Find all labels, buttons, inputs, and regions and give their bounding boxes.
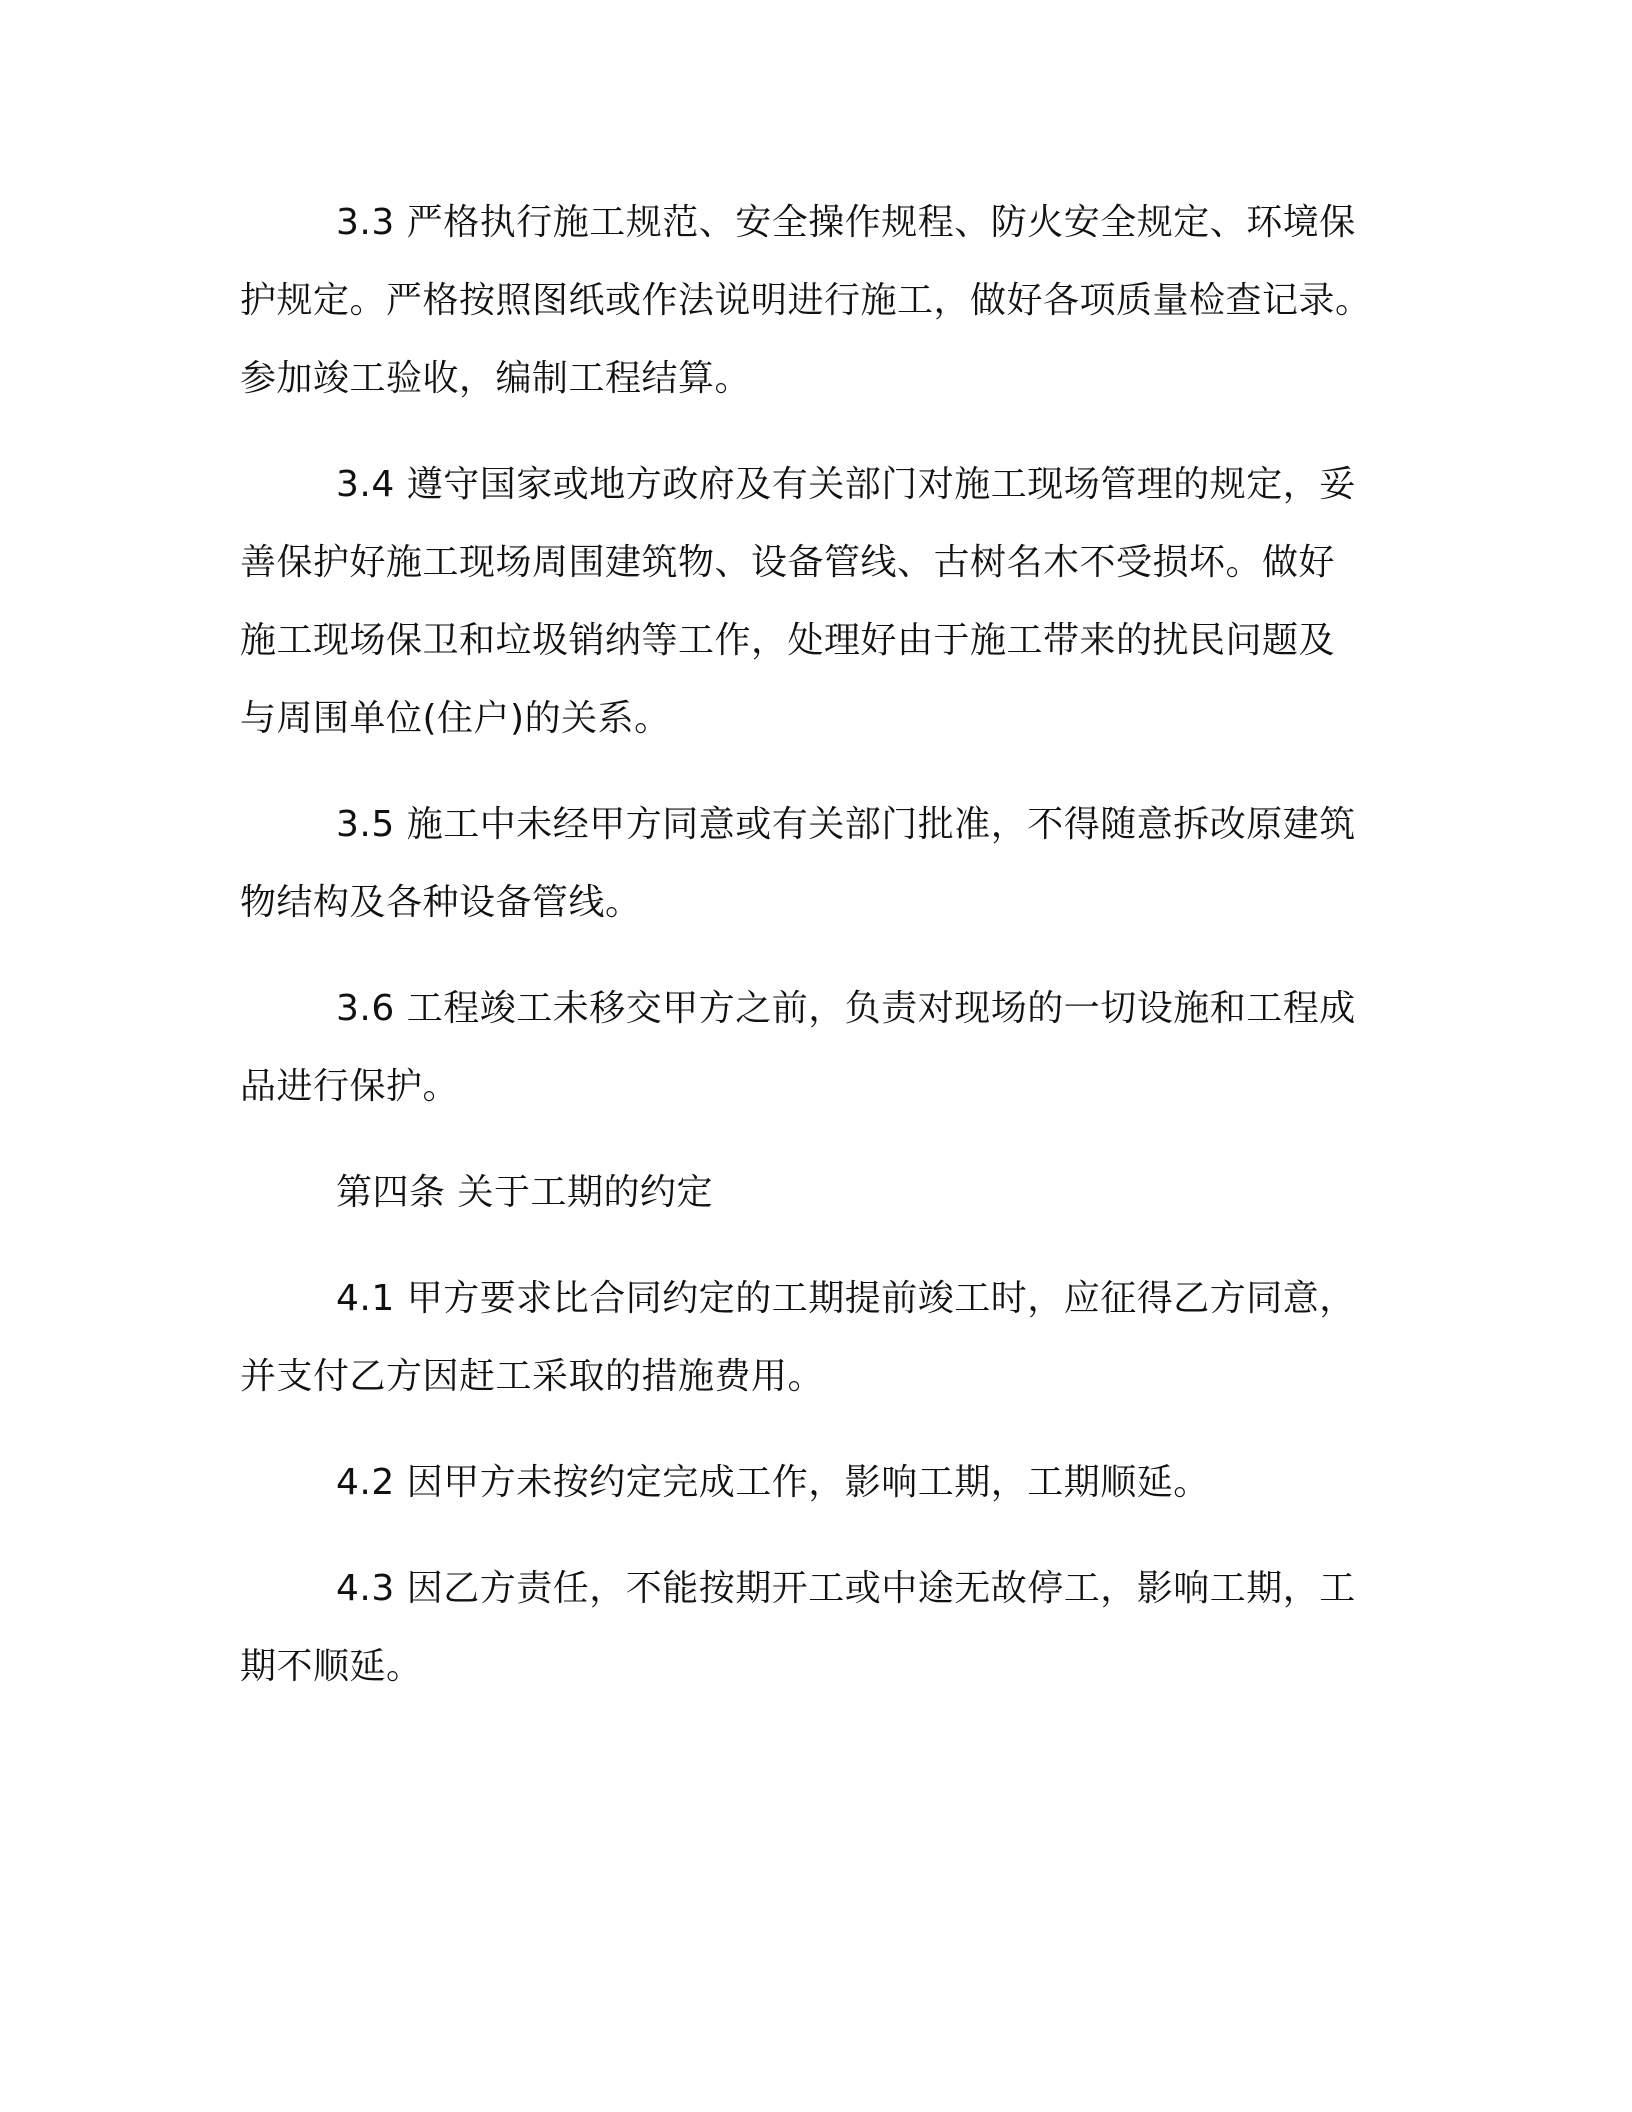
paragraph-3-3 <box>240 184 1400 418</box>
text-line: 3.6 工程竣工未移交甲方之前，负责对现场的一切设施和工程成 <box>336 988 1356 1029</box>
text-line: 期不顺延。 <box>240 1646 423 1687</box>
text-line: 物结构及各种设备管线。 <box>240 882 642 923</box>
paragraph-3-4 <box>240 446 1400 758</box>
text-line: 3.5 施工中未经甲方同意或有关部门批准，不得随意拆改原建筑 <box>336 804 1356 845</box>
text-line: 与周围单位(住户)的关系。 <box>240 698 671 739</box>
section-heading-text: 第四条 关于工期的约定 <box>336 1172 713 1213</box>
text-line: 3.4 遵守国家或地方政府及有关部门对施工现场管理的规定，妥 <box>336 464 1356 505</box>
section-heading-4 <box>240 1154 1400 1232</box>
document-body <box>240 184 1400 1734</box>
paragraph-4-3 <box>240 1550 1400 1706</box>
text-line: 护规定。严格按照图纸或作法说明进行施工，做好各项质量检查记录。 <box>240 280 1372 321</box>
text-line: 参加竣工验收，编制工程结算。 <box>240 358 752 399</box>
text-line: 并支付乙方因赶工采取的措施费用。 <box>240 1356 825 1397</box>
text-line: 4.3 因乙方责任，不能按期开工或中途无故停工，影响工期，工 <box>336 1568 1356 1609</box>
paragraph-3-6 <box>240 970 1400 1126</box>
paragraph-3-5 <box>240 786 1400 942</box>
text-line: 4.1 甲方要求比合同约定的工期提前竣工时，应征得乙方同意， <box>336 1278 1356 1319</box>
text-line: 品进行保护。 <box>240 1066 460 1107</box>
text-line: 4.2 因甲方未按约定完成工作，影响工期，工期顺延。 <box>336 1462 1210 1503</box>
paragraph-4-2 <box>240 1444 1400 1522</box>
paragraph-4-1 <box>240 1260 1400 1416</box>
text-line: 3.3 严格执行施工规范、安全操作规程、防火安全规定、环境保 <box>336 202 1356 243</box>
text-line: 善保护好施工现场周围建筑物、设备管线、古树名木不受损坏。做好 <box>240 542 1336 583</box>
text-line: 施工现场保卫和垃圾销纳等工作，处理好由于施工带来的扰民问题及 <box>240 620 1336 661</box>
